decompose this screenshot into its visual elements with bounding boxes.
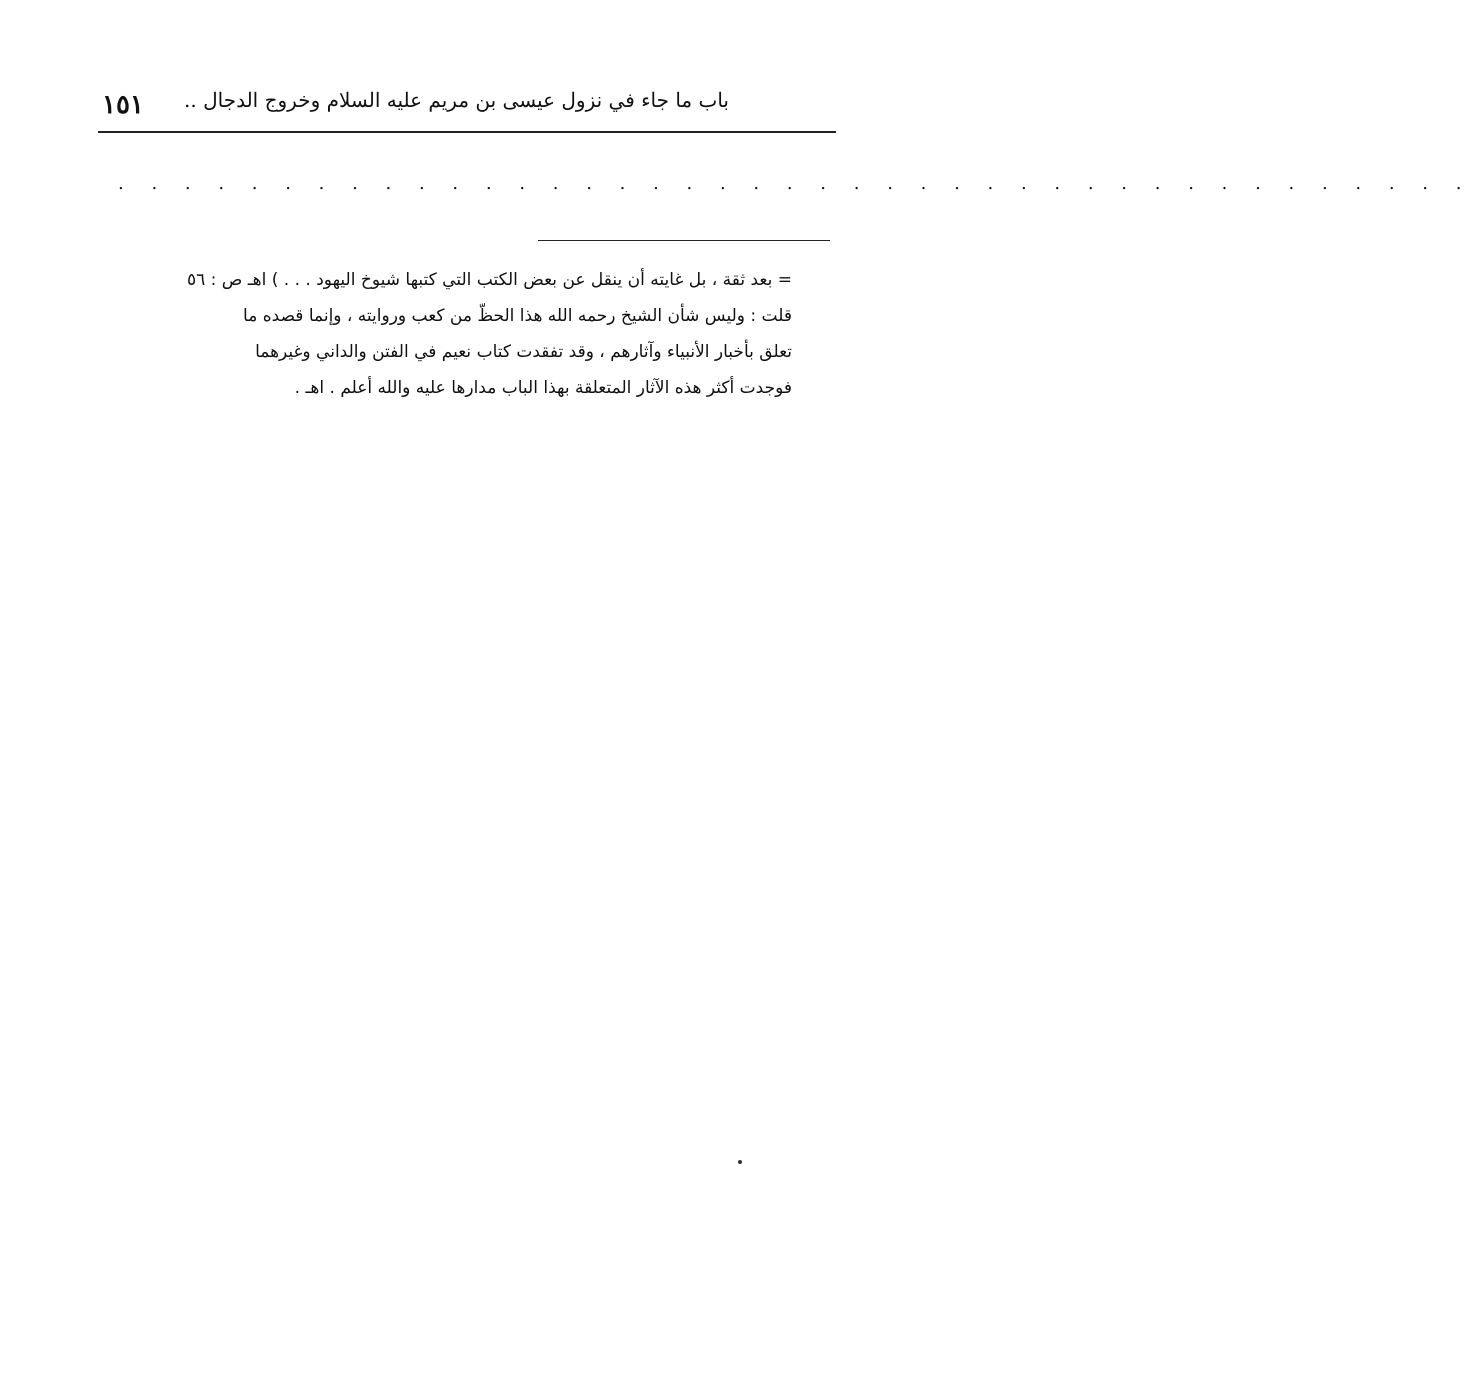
stray-mark xyxy=(738,1160,742,1164)
running-title: باب ما جاء في نزول عيسى بن مريم عليه السلام وخروج الدجال .. xyxy=(184,88,729,112)
header-rule xyxy=(98,131,836,133)
page-number: ١٥١ xyxy=(102,90,144,120)
ellipsis-row: . . . . . . . . . . . . . . . . . . . . . . . . . . . . . . . . . . . . . . . . . xyxy=(118,173,1472,194)
footnote-line: قلت : وليس شأن الشيخ رحمه الله هذا الحظّ من كعب وروايته ، وإنما قصده ما xyxy=(243,306,792,326)
footnote-line: تعلق بأخبار الأنبياء وآثارهم ، وقد تفقدت كتاب نعيم في الفتن والداني وغيرهما xyxy=(255,342,792,362)
footnote xyxy=(96,262,792,406)
footnote-rule xyxy=(538,240,830,241)
footnote-line: = بعد ثقة ، بل غايته أن ينقل عن بعض الكتب التي كتبها شيوخ اليهود . . . ) اهـ ص : ٥٦ xyxy=(186,270,792,290)
footnote-line: فوجدت أكثر هذه الآثار المتعلقة بهذا الباب مدارها عليه والله أعلم . اهـ . xyxy=(294,378,792,398)
